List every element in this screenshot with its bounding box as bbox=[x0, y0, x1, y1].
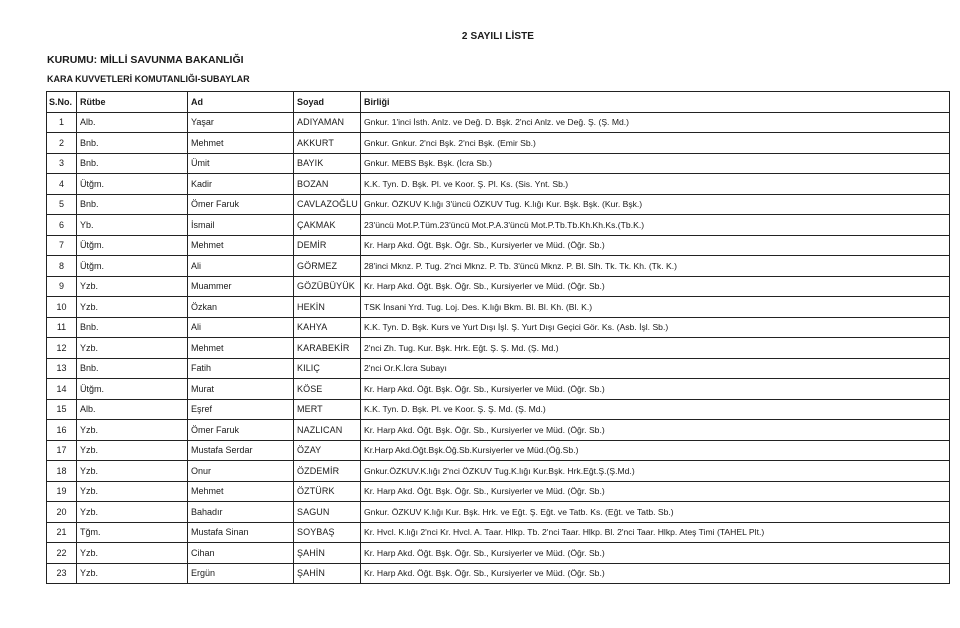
cell-sno: 11 bbox=[47, 317, 77, 338]
table-row bbox=[47, 379, 950, 400]
cell-ad: Yaşar bbox=[188, 112, 294, 133]
cell-birlik: K.K. Tyn. D. Bşk. Pl. ve Koor. Ş. Pl. Ks. (Sis. Ynt. Sb.) bbox=[361, 174, 950, 195]
cell-birlik: Gnkur. ÖZKUV K.lığı Kur. Bşk. Hrk. ve Eğt. Ş. Eğt. ve Tatb. Ks. (Eğt. ve Tatb. Sb.) bbox=[361, 502, 950, 523]
table-row bbox=[47, 297, 950, 318]
cell-birlik: Kr. Harp Akd. Öğt. Bşk. Öğr. Sb., Kursiyerler ve Müd. (Öğr. Sb.) bbox=[361, 235, 950, 256]
table-row bbox=[47, 420, 950, 441]
cell-birlik: Gnkur. Gnkur. 2'nci Bşk. 2'nci Bşk. (Emir Sb.) bbox=[361, 133, 950, 154]
table-row bbox=[47, 235, 950, 256]
cell-sno: 21 bbox=[47, 522, 77, 543]
cell-sno: 14 bbox=[47, 379, 77, 400]
cell-rutbe: Alb. bbox=[77, 112, 188, 133]
cell-ad: Eşref bbox=[188, 399, 294, 420]
cell-soyad: ÇAKMAK bbox=[294, 215, 361, 236]
cell-ad: Mehmet bbox=[188, 481, 294, 502]
cell-birlik: Gnkur. MEBS Bşk. Bşk. (İcra Sb.) bbox=[361, 153, 950, 174]
cell-birlik: 2'nci Zh. Tug. Kur. Bşk. Hrk. Eğt. Ş. Ş. Md. (Ş. Md.) bbox=[361, 338, 950, 359]
table-row bbox=[47, 317, 950, 338]
cell-sno: 20 bbox=[47, 502, 77, 523]
table-row bbox=[47, 338, 950, 359]
cell-ad: Cihan bbox=[188, 543, 294, 564]
header-ad: Ad bbox=[188, 92, 294, 113]
cell-birlik: Kr. Hvcl. K.lığı 2'nci Kr. Hvcl. A. Taar. Hlkp. Tb. 2'nci Taar. Hlkp. Bl. 2'nci Taar. Hlkp. Ateş Timi (TAHEL Plt.) bbox=[361, 522, 950, 543]
cell-birlik: Kr.Harp Akd.Öğt.Bşk.Öğ.Sb.Kursiyerler ve Müd.(Öğ.Sb.) bbox=[361, 440, 950, 461]
cell-soyad: KAHYA bbox=[294, 317, 361, 338]
table-row bbox=[47, 215, 950, 236]
table-row bbox=[47, 256, 950, 277]
cell-birlik: Kr. Harp Akd. Öğt. Bşk. Öğr. Sb., Kursiyerler ve Müd. (Öğr. Sb.) bbox=[361, 563, 950, 584]
cell-sno: 9 bbox=[47, 276, 77, 297]
cell-soyad: ÖZAY bbox=[294, 440, 361, 461]
cell-ad: Ümit bbox=[188, 153, 294, 174]
table-body bbox=[47, 112, 950, 584]
cell-sno: 2 bbox=[47, 133, 77, 154]
cell-sno: 5 bbox=[47, 194, 77, 215]
cell-rutbe: Bnb. bbox=[77, 133, 188, 154]
table-row bbox=[47, 174, 950, 195]
cell-birlik: Kr. Harp Akd. Öğt. Bşk. Öğr. Sb., Kursiyerler ve Müd. (Öğr. Sb.) bbox=[361, 276, 950, 297]
cell-rutbe: Ütğm. bbox=[77, 174, 188, 195]
cell-soyad: AKKURT bbox=[294, 133, 361, 154]
document-title bbox=[0, 31, 960, 42]
cell-rutbe: Ütğm. bbox=[77, 256, 188, 277]
cell-rutbe: Bnb. bbox=[77, 317, 188, 338]
cell-soyad: DEMİR bbox=[294, 235, 361, 256]
cell-birlik: Gnkur.ÖZKUV.K.lığı 2'nci ÖZKUV Tug.K.lığı Kur.Bşk. Hrk.Eğt.Ş.(Ş.Md.) bbox=[361, 461, 950, 482]
table-row bbox=[47, 440, 950, 461]
cell-sno: 4 bbox=[47, 174, 77, 195]
cell-ad: Özkan bbox=[188, 297, 294, 318]
cell-soyad: SAGUN bbox=[294, 502, 361, 523]
header-sno: S.No. bbox=[47, 92, 77, 113]
cell-soyad: ŞAHİN bbox=[294, 563, 361, 584]
cell-rutbe: Yzb. bbox=[77, 481, 188, 502]
table-row bbox=[47, 563, 950, 584]
cell-ad: Mehmet bbox=[188, 133, 294, 154]
table-header-row bbox=[47, 92, 950, 113]
cell-soyad: NAZLICAN bbox=[294, 420, 361, 441]
cell-birlik: 23'üncü Mot.P.Tüm.23'üncü Mot.P.A.3'üncü Mot.P.Tb.Tb.Kh.Kh.Ks.(Tb.K.) bbox=[361, 215, 950, 236]
table-row bbox=[47, 461, 950, 482]
cell-ad: Ömer Faruk bbox=[188, 420, 294, 441]
cell-birlik: 28'inci Mknz. P. Tug. 2'nci Mknz. P. Tb. 3'üncü Mknz. P. Bl. Slh. Tk. Tk. Kh. (Tk. K.) bbox=[361, 256, 950, 277]
document-title-text: 2 SAYILI LİSTE bbox=[461, 31, 535, 42]
cell-sno: 15 bbox=[47, 399, 77, 420]
cell-sno: 6 bbox=[47, 215, 77, 236]
table-row bbox=[47, 543, 950, 564]
cell-sno: 8 bbox=[47, 256, 77, 277]
cell-rutbe: Bnb. bbox=[77, 153, 188, 174]
cell-ad: Ali bbox=[188, 317, 294, 338]
header-birlik: Birliği bbox=[361, 92, 950, 113]
cell-sno: 3 bbox=[47, 153, 77, 174]
table-row bbox=[47, 194, 950, 215]
cell-ad: Mustafa Sinan bbox=[188, 522, 294, 543]
table-row bbox=[47, 481, 950, 502]
cell-ad: Onur bbox=[188, 461, 294, 482]
cell-rutbe: Alb. bbox=[77, 399, 188, 420]
cell-ad: Ergün bbox=[188, 563, 294, 584]
cell-ad: Ömer Faruk bbox=[188, 194, 294, 215]
table-row bbox=[47, 133, 950, 154]
cell-rutbe: Yzb. bbox=[77, 297, 188, 318]
cell-rutbe: Tğm. bbox=[77, 522, 188, 543]
cell-sno: 7 bbox=[47, 235, 77, 256]
cell-sno: 22 bbox=[47, 543, 77, 564]
cell-sno: 17 bbox=[47, 440, 77, 461]
cell-birlik: Kr. Harp Akd. Öğt. Bşk. Öğr. Sb., Kursiyerler ve Müd. (Öğr. Sb.) bbox=[361, 420, 950, 441]
table-row bbox=[47, 522, 950, 543]
cell-rutbe: Ütğm. bbox=[77, 379, 188, 400]
cell-ad: Murat bbox=[188, 379, 294, 400]
cell-sno: 18 bbox=[47, 461, 77, 482]
cell-ad: Fatih bbox=[188, 358, 294, 379]
cell-birlik: K.K. Tyn. D. Bşk. Pl. ve Koor. Ş. Ş. Md. (Ş. Md.) bbox=[361, 399, 950, 420]
cell-sno: 23 bbox=[47, 563, 77, 584]
cell-rutbe: Ütğm. bbox=[77, 235, 188, 256]
cell-soyad: MERT bbox=[294, 399, 361, 420]
cell-sno: 1 bbox=[47, 112, 77, 133]
cell-birlik: TSK İnsani Yrd. Tug. Loj. Des. K.lığı Bkm. Bl. Bl. Kh. (Bl. K.) bbox=[361, 297, 950, 318]
cell-ad: Ali bbox=[188, 256, 294, 277]
cell-soyad: HEKİN bbox=[294, 297, 361, 318]
header-soyad: Soyad bbox=[294, 92, 361, 113]
cell-birlik: 2'nci Or.K.İcra Subayı bbox=[361, 358, 950, 379]
cell-ad: İsmail bbox=[188, 215, 294, 236]
header-rutbe: Rütbe bbox=[77, 92, 188, 113]
section-subtitle: KARA KUVVETLERİ KOMUTANLIĞI-SUBAYLAR bbox=[47, 74, 250, 84]
cell-soyad: ŞAHİN bbox=[294, 543, 361, 564]
personnel-table bbox=[46, 91, 950, 584]
cell-rutbe: Yzb. bbox=[77, 338, 188, 359]
cell-soyad: KÖSE bbox=[294, 379, 361, 400]
cell-soyad: ADIYAMAN bbox=[294, 112, 361, 133]
cell-soyad: BOZAN bbox=[294, 174, 361, 195]
cell-birlik: Kr. Harp Akd. Öğt. Bşk. Öğr. Sb., Kursiyerler ve Müd. (Öğr. Sb.) bbox=[361, 543, 950, 564]
cell-rutbe: Bnb. bbox=[77, 194, 188, 215]
cell-birlik: Kr. Harp Akd. Öğt. Bşk. Öğr. Sb., Kursiyerler ve Müd. (Öğr. Sb.) bbox=[361, 481, 950, 502]
cell-birlik: K.K. Tyn. D. Bşk. Kurs ve Yurt Dışı İşl. Ş. Yurt Dışı Geçici Gör. Ks. (Asb. İşl. Sb.) bbox=[361, 317, 950, 338]
cell-rutbe: Bnb. bbox=[77, 358, 188, 379]
cell-rutbe: Yzb. bbox=[77, 543, 188, 564]
cell-sno: 19 bbox=[47, 481, 77, 502]
cell-soyad: BAYIK bbox=[294, 153, 361, 174]
cell-ad: Bahadır bbox=[188, 502, 294, 523]
institution-heading: KURUMU: MİLLİ SAVUNMA BAKANLIĞI bbox=[47, 54, 244, 66]
cell-birlik: Gnkur. 1'inci İsth. Anlz. ve Değ. D. Bşk. 2'nci Anlz. ve Değ. Ş. (Ş. Md.) bbox=[361, 112, 950, 133]
cell-ad: Mehmet bbox=[188, 235, 294, 256]
cell-rutbe: Yzb. bbox=[77, 563, 188, 584]
cell-rutbe: Yzb. bbox=[77, 461, 188, 482]
cell-soyad: ÖZDEMİR bbox=[294, 461, 361, 482]
table-row bbox=[47, 399, 950, 420]
cell-ad: Mehmet bbox=[188, 338, 294, 359]
cell-rutbe: Yzb. bbox=[77, 502, 188, 523]
cell-soyad: KILIÇ bbox=[294, 358, 361, 379]
cell-ad: Muammer bbox=[188, 276, 294, 297]
cell-rutbe: Yzb. bbox=[77, 276, 188, 297]
cell-sno: 12 bbox=[47, 338, 77, 359]
table-row bbox=[47, 276, 950, 297]
cell-soyad: KARABEKİR bbox=[294, 338, 361, 359]
cell-soyad: CAVLAZOĞLU bbox=[294, 194, 361, 215]
table-row bbox=[47, 153, 950, 174]
cell-soyad: SOYBAŞ bbox=[294, 522, 361, 543]
cell-birlik: Kr. Harp Akd. Öğt. Bşk. Öğr. Sb., Kursiyerler ve Müd. (Öğr. Sb.) bbox=[361, 379, 950, 400]
cell-sno: 13 bbox=[47, 358, 77, 379]
cell-sno: 10 bbox=[47, 297, 77, 318]
table-row bbox=[47, 358, 950, 379]
cell-rutbe: Yzb. bbox=[77, 420, 188, 441]
cell-soyad: GÖZÜBÜYÜK bbox=[294, 276, 361, 297]
cell-rutbe: Yb. bbox=[77, 215, 188, 236]
cell-birlik: Gnkur. ÖZKUV K.lığı 3'üncü ÖZKUV Tug. K.lığı Kur. Bşk. Bşk. (Kur. Bşk.) bbox=[361, 194, 950, 215]
cell-ad: Mustafa Serdar bbox=[188, 440, 294, 461]
cell-soyad: ÖZTÜRK bbox=[294, 481, 361, 502]
cell-rutbe: Yzb. bbox=[77, 440, 188, 461]
cell-ad: Kadir bbox=[188, 174, 294, 195]
cell-sno: 16 bbox=[47, 420, 77, 441]
table-row bbox=[47, 502, 950, 523]
cell-soyad: GÖRMEZ bbox=[294, 256, 361, 277]
table-row bbox=[47, 112, 950, 133]
